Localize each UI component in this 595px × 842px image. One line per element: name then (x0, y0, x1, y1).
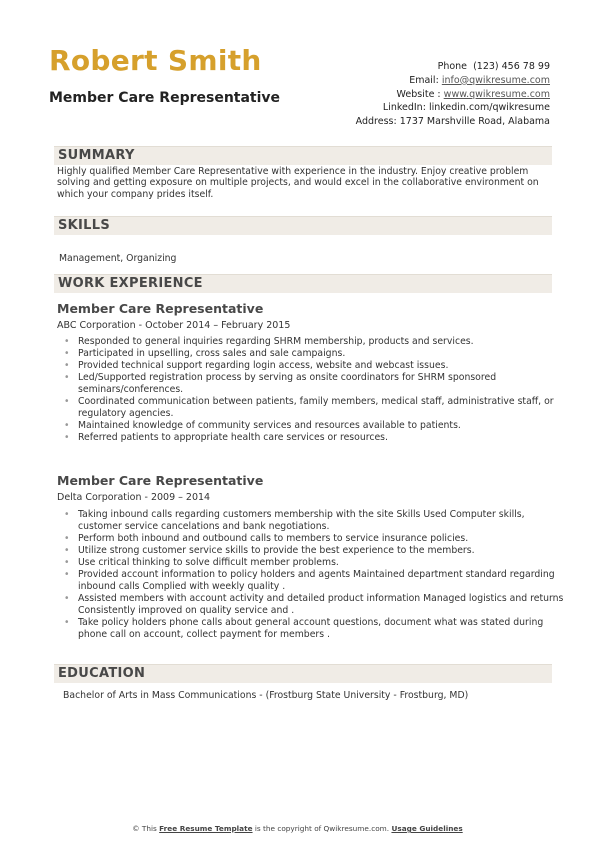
skills-heading: SKILLS (58, 218, 111, 233)
summary-heading: SUMMARY (58, 148, 135, 163)
experience-heading: WORK EXPERIENCE (58, 276, 203, 291)
website-label: Website : (396, 88, 441, 100)
linkedin-label: LinkedIn: (382, 102, 426, 114)
job-2-bullet: • Utilize strong customer service skills to provide the best experience to the members. (78, 545, 568, 557)
candidate-name: Robert Smith (49, 44, 262, 77)
job-1-company: ABC Corporation - October 2014 – February 2015 (57, 320, 291, 331)
job-2-bullet: • Use critical thinking to solve difficult member problems. (78, 557, 568, 569)
job-1-bullet: • Participated in upselling, cross sales and sale campaigns. (78, 348, 568, 360)
job-2-bullet: • Take policy holders phone calls about general account questions, document what was stated during phone call on account, collect payment for members . (78, 617, 568, 641)
summary-section-header (54, 146, 552, 165)
education-heading: EDUCATION (58, 666, 146, 681)
skills-text: Management, Organizing (59, 253, 177, 264)
contact-phone (250, 60, 550, 74)
candidate-title: Member Care Representative (49, 90, 281, 106)
email-link[interactable]: info@qwikresume.com (441, 74, 550, 86)
job-2-company: Delta Corporation - 2009 – 2014 (57, 492, 211, 503)
website-link[interactable]: www.qwikresume.com (443, 88, 550, 100)
job-1-bullet: • Coordinated communication between patients, family members, medical staff, administrative staff, or regulatory agencies. (78, 396, 568, 420)
education-section-header (54, 664, 552, 683)
contact-website (250, 88, 550, 102)
job-2-bullet: • Assisted members with account activity and detailed product information Managed logistics and returns Consistently improved on quality service and . (78, 593, 568, 617)
usage-guidelines-link[interactable]: Usage Guidelines (391, 824, 463, 833)
job-2-bullets (62, 509, 568, 641)
experience-section-header (54, 274, 552, 293)
job-1-bullet: • Led/Supported registration process by serving as onsite coordinators for SHRM sponsored seminars/conferences. (78, 372, 568, 396)
job-1-bullets (62, 336, 568, 444)
job-1-bullet: • Referred patients to appropriate health care services or resources. (78, 432, 568, 444)
footer-prefix: © This (132, 824, 157, 833)
address-value: 1737 Marshville Road, Alabama (399, 116, 550, 128)
skills-section-header (54, 216, 552, 235)
job-2-bullet: • Perform both inbound and outbound calls to members to service insurance policies. (78, 533, 568, 545)
contact-linkedin (250, 101, 550, 115)
contact-block (250, 60, 550, 129)
contact-address (250, 115, 550, 129)
phone-label: Phone (437, 61, 468, 72)
linkedin-value: linkedin.com/qwikresume (428, 102, 550, 114)
phone-value: (123) 456 78 99 (473, 61, 550, 72)
email-label: Email: (409, 74, 439, 86)
footer-copyright-text: is the copyright of Qwikresume.com. (254, 824, 390, 833)
job-2-bullet: • Provided account information to policy holders and agents Maintained department standard regarding inbound calls Complied with weekly quality . (78, 569, 568, 593)
job-2-bullet: • Taking inbound calls regarding customers membership with the site Skills Used Computer skills, customer service cancelations and bank negotiations. (78, 509, 568, 533)
job-1-bullet: • Responded to general inquiries regarding SHRM membership, products and services. (78, 336, 568, 348)
job-1-bullet: • Provided technical support regarding login access, website and webcast issues. (78, 360, 568, 372)
footer (0, 824, 595, 833)
contact-email (250, 74, 550, 88)
job-1-role: Member Care Representative (57, 301, 264, 316)
summary-text: Highly qualified Member Care Representative with experience in the industry. Enjoy creative problem solving and getting exposure on multiple projects, and would excel in the collaborative environment on which your company prides itself. (57, 166, 539, 200)
education-text: Bachelor of Arts in Mass Communications - (Frostburg State University - Frostburg, MD) (63, 690, 469, 701)
job-2-role: Member Care Representative (57, 473, 264, 488)
job-1-bullet: • Maintained knowledge of community services and resources available to patients. (78, 420, 568, 432)
free-resume-template-link[interactable]: Free Resume Template (159, 824, 253, 833)
address-label: Address: (355, 116, 397, 128)
